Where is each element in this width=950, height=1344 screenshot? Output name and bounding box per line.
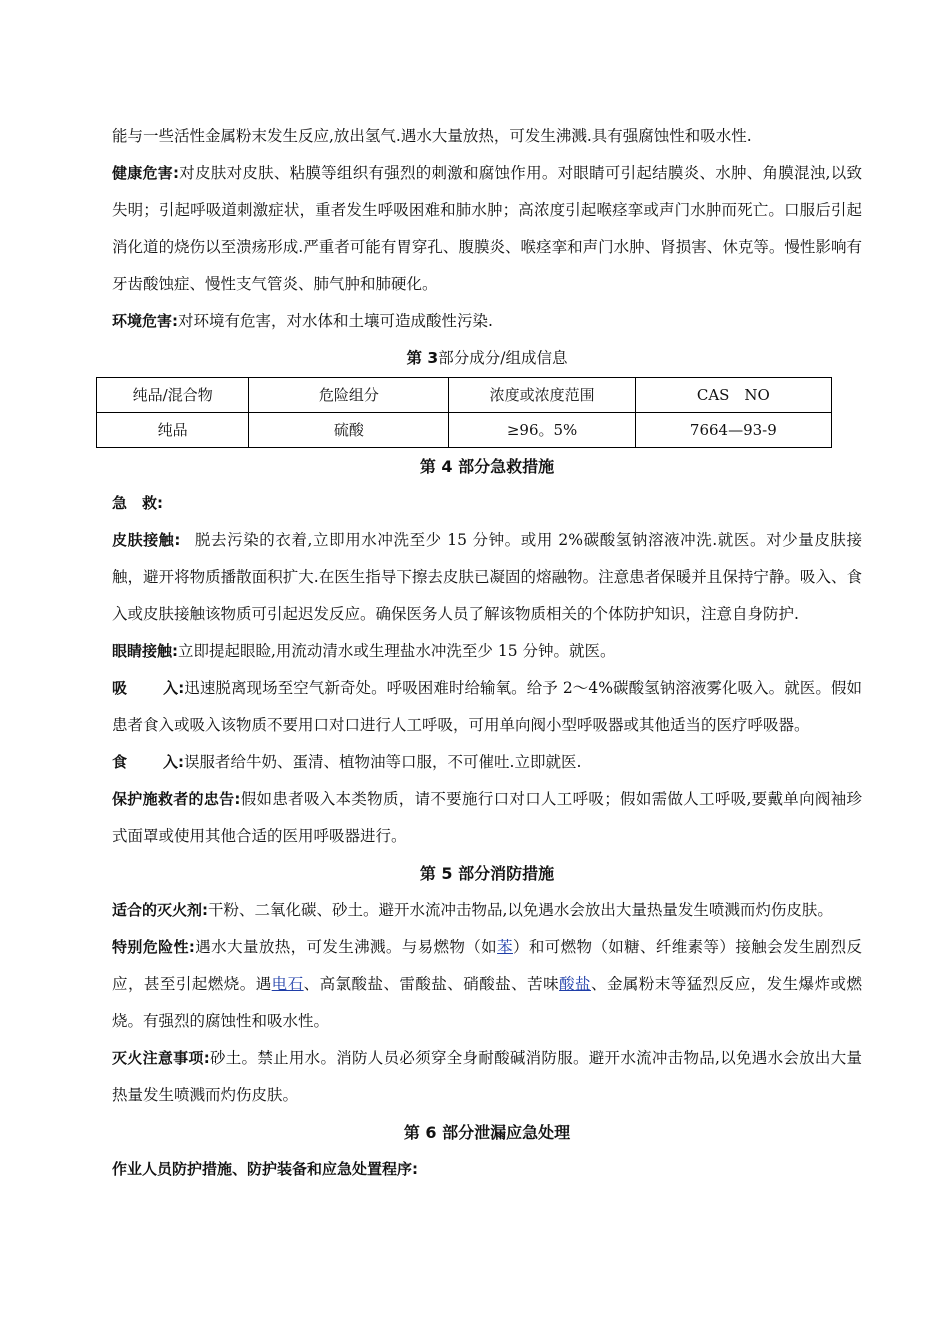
- section3-heading: [112, 340, 862, 377]
- special-hazard-paragraph: [112, 929, 862, 1040]
- firefighting-notes-text: 砂土。禁止用水。消防人员必须穿全身耐酸碱消防服。避开水流冲击物品,以免遇水会放出大量热量发生喷溅而灼伤皮肤。: [112, 1049, 863, 1104]
- health-hazard-paragraph: [112, 155, 862, 303]
- first-aid-label: 急 救:: [112, 494, 163, 512]
- health-hazard-text: 对皮肤对皮肤、粘膜等组织有强烈的刺激和腐蚀作用。对眼睛可引起结膜炎、水肿、角膜混浊,以致失明；引起呼吸道刺激症状，重者发生呼吸困难和肺水肿；高浓度引起喉痉挛或声门水肿而死亡。口服后引起消化道的烧伤以至溃疡形成.严重者可能有胃穿孔、腹膜炎、喉痉挛和声门水肿、肾损害、休克等。慢性影响有牙齿酸蚀症、慢性支气管炎、肺气肿和肺硬化。: [112, 164, 862, 293]
- rescuer-advice-text: 假如患者吸入本类物质，请不要施行口对口人工呼吸；假如需做人工呼吸,要戴单向阀袖珍式面罩或使用其他合适的医用呼吸器进行。: [112, 790, 863, 845]
- eye-contact-label: 眼睛接触:: [112, 642, 178, 660]
- ingestion-label-b: 入:: [163, 753, 185, 771]
- table-cell: 硫酸: [249, 413, 449, 448]
- extinguishing-agent-text: 干粉、二氧化碳、砂土。避开水流冲击物品,以免遇水会放出大量热量发生喷溅而灼伤皮肤。: [208, 901, 833, 919]
- inhalation-text: 迅速脱离现场至空气新奇处。呼吸困难时给输氧。给予 2～4%碳酸氢钠溶液雾化吸入。就医。假如患者食入或吸入该物质不要用口对口进行人工呼吸，可用单向阀小型呼吸器或其他适当的医疗呼吸器。: [112, 679, 862, 734]
- skin-contact-paragraph: [112, 522, 862, 633]
- header-cell: 纯品/混合物: [97, 378, 249, 413]
- first-aid-paragraph: [112, 485, 862, 522]
- section3-number: 第 3: [406, 349, 439, 367]
- environment-hazard-paragraph: [112, 303, 862, 340]
- composition-table: [96, 377, 832, 448]
- table-cell: ≥96。5%: [449, 413, 635, 448]
- section5-heading: 第 5 部分消防措施: [419, 864, 555, 883]
- special-hazard-text-4: 、金属粉末等猛烈反应，发生爆炸或燃烧。有强烈的腐蚀性和吸水性。: [112, 975, 862, 1030]
- health-hazard-label: 健康危害:: [112, 164, 180, 182]
- firefighting-notes-label: 灭火注意事项:: [112, 1049, 210, 1067]
- ingestion-label-a: 食: [112, 753, 128, 771]
- special-hazard-text-2: ）和可燃物（如糖、纤维素等）接触会发生剧烈反应，甚至引起燃烧。遇: [112, 938, 862, 993]
- environment-hazard-text: 对环境有危害，对水体和土壤可造成酸性污染.: [178, 312, 493, 330]
- eye-contact-paragraph: [112, 633, 862, 670]
- inhalation-paragraph: [112, 670, 862, 744]
- header-cell: CAS NO: [635, 378, 831, 413]
- header-cell: 浓度或浓度范围: [449, 378, 635, 413]
- header-cell: 危险组分: [249, 378, 449, 413]
- section6-heading: 第 6 部分泄漏应急处理: [403, 1123, 571, 1142]
- skin-contact-text: 脱去污染的衣着,立即用水冲洗至少 15 分钟。或用 2%碳酸氢钠溶液冲洗.就医。对少量皮肤接触，避开将物质播散面积扩大.在医生指导下擦去皮肤已凝固的熔融物。注意患者保暖并且保持宁静。吸入、食入或皮肤接触该物质可引起迟发反应。确保医务人员了解该物质相关的个体防护知识，注意自身防护.: [112, 531, 862, 623]
- document-page: [112, 118, 862, 1188]
- table-cell: 7664—93-9: [635, 413, 831, 448]
- ppe-paragraph: [112, 1151, 862, 1188]
- table-row: [97, 413, 832, 448]
- eye-contact-text: 立即提起眼睑,用流动清水或生理盐水冲洗至少 15 分钟。就医。: [178, 642, 616, 660]
- rescuer-advice-paragraph: [112, 781, 862, 855]
- inhalation-label-a: 吸: [112, 679, 128, 697]
- section4-heading: 第 4 部分急救措施: [419, 457, 555, 476]
- skin-contact-label: 皮肤接触:: [112, 531, 181, 549]
- intro-text: 能与一些活性金属粉末发生反应,放出氢气.遇水大量放热，可发生沸溅.具有强腐蚀性和吸水性.: [112, 127, 752, 145]
- inhalation-label-b: 入:: [163, 679, 185, 697]
- special-hazard-label: 特别危险性:: [112, 938, 195, 956]
- calcium-carbide-link[interactable]: 电石: [271, 975, 304, 993]
- firefighting-notes-paragraph: [112, 1040, 862, 1114]
- ppe-label: 作业人员防护措施、防护装备和应急处置程序:: [112, 1160, 419, 1178]
- rescuer-advice-label: 保护施救者的忠告:: [112, 790, 241, 808]
- table-cell: 纯品: [97, 413, 249, 448]
- table-header-row: [97, 378, 832, 413]
- section3-title: 部分成分/组成信息: [438, 349, 568, 367]
- special-hazard-text-3: 、高氯酸盐、雷酸盐、硝酸盐、苦味: [303, 975, 560, 993]
- benzene-link[interactable]: 苯: [497, 938, 513, 956]
- acid-salt-link[interactable]: 酸盐: [559, 975, 591, 993]
- environment-hazard-label: 环境危害:: [112, 312, 178, 330]
- special-hazard-text-1: 遇水大量放热，可发生沸溅。与易燃物（如: [194, 938, 498, 956]
- intro-paragraph: [112, 118, 862, 155]
- extinguishing-agent-label: 适合的灭火剂:: [112, 901, 208, 919]
- ingestion-paragraph: [112, 744, 862, 781]
- extinguishing-agent-paragraph: [112, 892, 862, 929]
- ingestion-text: 误服者给牛奶、蛋清、植物油等口服，不可催吐.立即就医.: [184, 753, 582, 771]
